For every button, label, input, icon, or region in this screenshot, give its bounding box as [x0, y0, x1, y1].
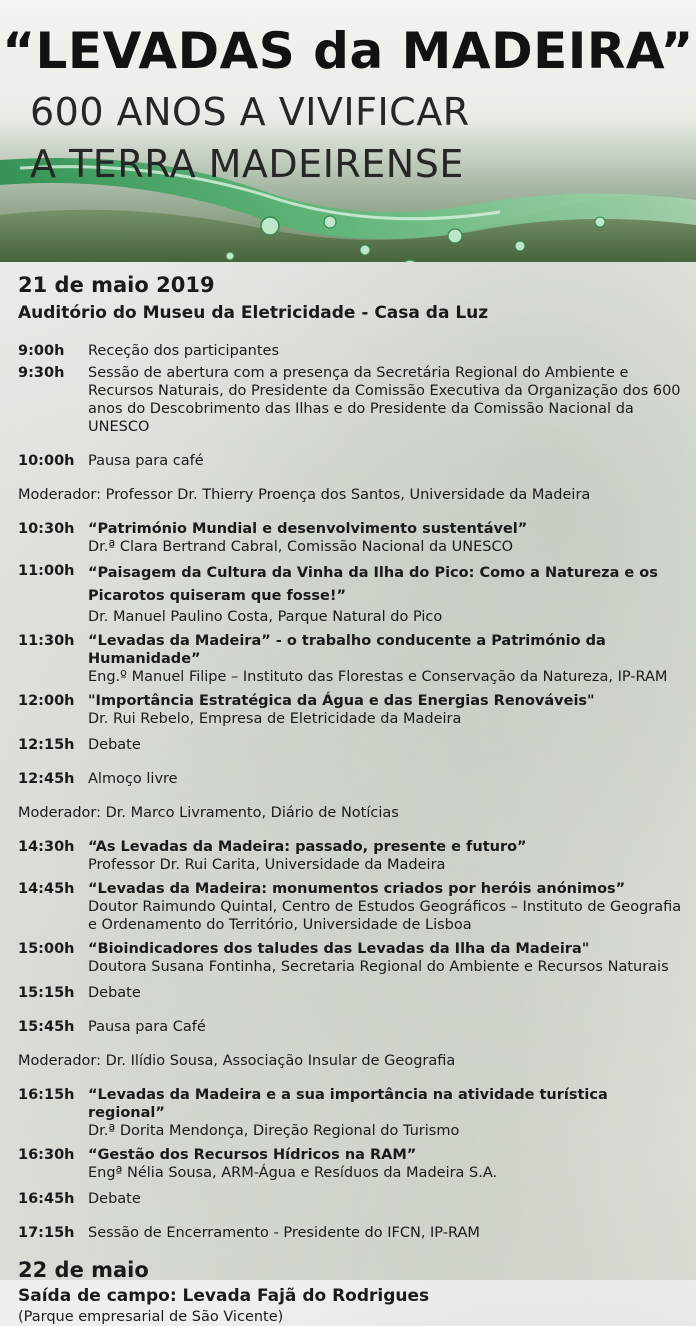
schedule-text: Pausa para Café: [88, 1019, 206, 1035]
event-title: “LEVADAS da MADEIRA”: [2, 22, 694, 80]
schedule-text: Receção dos participantes: [88, 343, 280, 359]
schedule-time: 16:15h: [18, 1087, 75, 1103]
schedule-item: [18, 452, 688, 470]
schedule-time: 14:30h: [18, 839, 75, 855]
day1-date: 21 de maio 2019: [18, 273, 215, 297]
talk-title: “Levadas da Madeira e a sua importância na atividade turística regional”: [88, 1087, 608, 1121]
talk-title: “Paisagem da Cultura da Vinha da Ilha do Pico: Como a Natureza e os Picarotos quiseram que fosse!”: [88, 565, 658, 604]
schedule-item: [18, 632, 688, 686]
talk-title: “Bioindicadores dos taludes das Levadas da Ilha da Madeira": [88, 941, 590, 957]
schedule-time: 14:45h: [18, 881, 75, 897]
talk-speaker: Dr. Rui Rebelo, Empresa de Eletricidade da Madeira: [88, 711, 462, 727]
schedule-time: 10:00h: [18, 453, 75, 469]
header-banner: [0, 0, 696, 262]
event-subtitle-line1: 600 ANOS A VIVIFICAR: [30, 90, 470, 134]
talk-title: “Levadas da Madeira: monumentos criados por heróis anónimos”: [88, 881, 626, 897]
talk-title: “Património Mundial e desenvolvimento sustentável”: [88, 521, 528, 537]
talk-speaker: Doutora Susana Fontinha, Secretaria Regional do Ambiente e Recursos Naturais: [88, 959, 669, 975]
schedule-time: 15:15h: [18, 985, 75, 1001]
talk-title: “Levadas da Madeira” - o trabalho conducente a Património da Humanidade”: [88, 633, 606, 667]
schedule-time: 16:45h: [18, 1191, 75, 1207]
talk-title: "Importância Estratégica da Água e das Energias Renováveis": [88, 693, 595, 709]
schedule-time: 11:30h: [18, 633, 75, 649]
schedule-item: [18, 880, 688, 934]
schedule-text: Sessão de abertura com a presença da Secretária Regional do Ambiente e Recursos Naturais, do Presidente da Comissão Executiva da Organização dos 600 anos do Descobrimento das Ilhas e do Presidente da Comissão Nacional da UNESCO: [88, 365, 681, 435]
schedule-item: [18, 838, 688, 874]
schedule-item: [18, 364, 688, 436]
schedule-item: [18, 1086, 688, 1140]
schedule-time: 9:30h: [18, 365, 65, 381]
schedule-time: 10:30h: [18, 521, 75, 537]
schedule-text: Debate: [88, 737, 141, 753]
talk-speaker: Dr.ª Dorita Mendonça, Direção Regional do Turismo: [88, 1123, 460, 1139]
moderator-line: Moderador: Dr. Marco Livramento, Diário de Notícias: [18, 805, 399, 821]
schedule-time: 11:00h: [18, 563, 75, 579]
talk-speaker: Dr. Manuel Paulino Costa, Parque Natural do Pico: [88, 609, 443, 625]
schedule-item: [18, 520, 688, 556]
schedule-item: [18, 984, 688, 1002]
schedule-item: [18, 692, 688, 728]
schedule-item: [18, 342, 688, 360]
schedule-time: 15:45h: [18, 1019, 75, 1035]
schedule-text: Sessão de Encerramento - Presidente do IFCN, IP-RAM: [88, 1225, 480, 1241]
schedule-time: 15:00h: [18, 941, 75, 957]
schedule-time: 17:15h: [18, 1225, 75, 1241]
talk-title: “Gestão dos Recursos Hídricos na RAM”: [88, 1147, 417, 1163]
talk-speaker: Doutor Raimundo Quintal, Centro de Estudos Geográficos – Instituto de Geografia e Ordenamento do Território, Universidade de Lisboa: [88, 899, 682, 933]
schedule-item: [18, 940, 688, 976]
schedule-time: 12:15h: [18, 737, 75, 753]
moderator-line: Moderador: Dr. Ilídio Sousa, Associação Insular de Geografia: [18, 1053, 456, 1069]
schedule-item: [18, 1018, 688, 1036]
day2-field-trip: Saída de campo: Levada Fajã do Rodrigues: [18, 1286, 430, 1306]
talk-speaker: Professor Dr. Rui Carita, Universidade da Madeira: [88, 857, 446, 873]
talk-speaker: Engª Nélia Sousa, ARM-Água e Resíduos da Madeira S.A.: [88, 1165, 498, 1181]
talk-speaker: Eng.º Manuel Filipe – Instituto das Florestas e Conservação da Natureza, IP-RAM: [88, 669, 668, 685]
schedule-item: [18, 770, 688, 788]
schedule-item: [18, 562, 688, 626]
schedule-time: 9:00h: [18, 343, 65, 359]
schedule-item: [18, 1146, 688, 1182]
day2-location: (Parque empresarial de São Vicente): [18, 1309, 284, 1325]
moderator-line: Moderador: Professor Dr. Thierry Proença dos Santos, Universidade da Madeira: [18, 487, 591, 503]
day1-venue: Auditório do Museu da Eletricidade - Casa da Luz: [18, 303, 489, 323]
schedule-text: Almoço livre: [88, 771, 178, 787]
schedule-text: Debate: [88, 985, 141, 1001]
talk-title: “As Levadas da Madeira: passado, presente e futuro”: [88, 839, 527, 855]
schedule-time: 12:00h: [18, 693, 75, 709]
schedule-item: [18, 1224, 688, 1242]
event-subtitle-line2: A TERRA MADEIRENSE: [30, 142, 464, 186]
schedule-text: Pausa para café: [88, 453, 204, 469]
schedule-item: [18, 736, 688, 754]
day2-date: 22 de maio: [18, 1258, 149, 1282]
schedule-time: 16:30h: [18, 1147, 75, 1163]
schedule-text: Debate: [88, 1191, 141, 1207]
talk-speaker: Dr.ª Clara Bertrand Cabral, Comissão Nacional da UNESCO: [88, 539, 514, 555]
schedule-item: [18, 1190, 688, 1208]
schedule-time: 12:45h: [18, 771, 75, 787]
program-content: [18, 270, 688, 1326]
